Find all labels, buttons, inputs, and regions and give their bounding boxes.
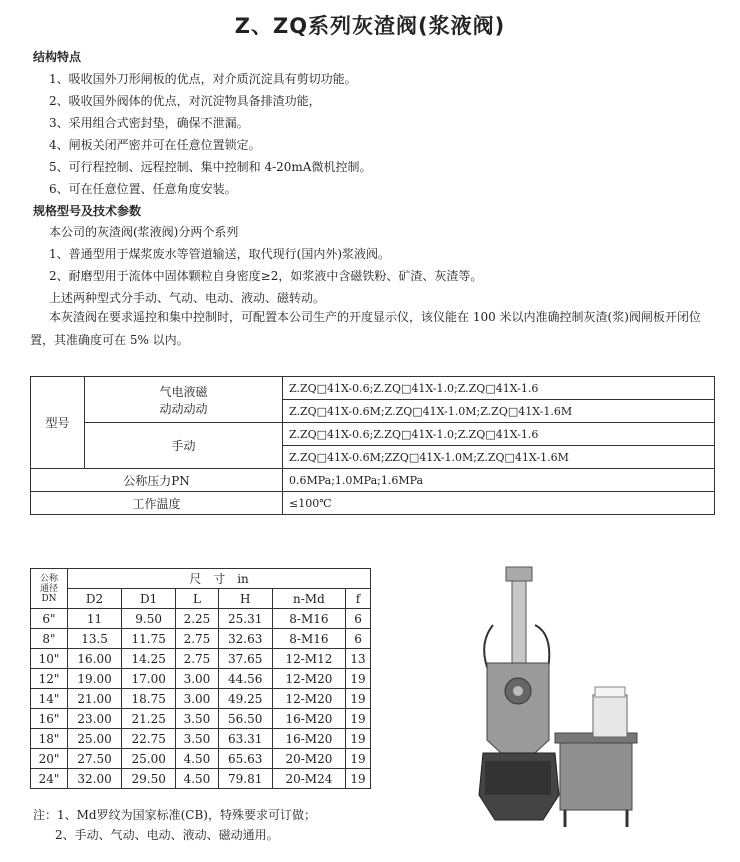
valve-body xyxy=(487,663,549,753)
dim-cell: 4.50 xyxy=(176,749,218,769)
dn-header-line: DN xyxy=(41,593,57,604)
dim-cell: 65.63 xyxy=(218,749,272,769)
dn-header xyxy=(31,569,68,609)
model-code: Z.ZQ□41X-0.6;Z.ZQ□41X-1.0;Z.ZQ□41X-1.6 xyxy=(283,377,715,400)
dim-cell: 17.00 xyxy=(122,669,176,689)
hydraulic-tank xyxy=(560,740,632,810)
dim-cell: 2.75 xyxy=(176,629,218,649)
dim-cell: 63.31 xyxy=(218,729,272,749)
table-row xyxy=(31,609,371,629)
model-table xyxy=(30,376,715,515)
feature-item: 4、闸板关闭严密并可在任意位置锁定。 xyxy=(49,138,261,152)
spec-paragraph: 本灰渣阀在要求遥控和集中控制时，可配置本公司生产的开度显示仪，该仪能在 100 米以内准确控制灰渣(浆)阀闸板开闭位置，其准确度可在 5% 以内。 xyxy=(30,310,701,347)
dim-cell: 21.25 xyxy=(122,709,176,729)
table-row xyxy=(31,709,371,729)
dim-cell: 16.00 xyxy=(68,649,122,669)
dn-cell: 12" xyxy=(31,669,68,689)
dim-cell: 11.75 xyxy=(122,629,176,649)
dim-cell: 6 xyxy=(346,609,371,629)
dim-col-header: f xyxy=(346,589,371,609)
drive-powered-line2: 动动动动 xyxy=(159,401,208,416)
dim-cell: 13.5 xyxy=(68,629,122,649)
dim-cell: 79.81 xyxy=(218,769,272,789)
dim-cell: 8-M16 xyxy=(272,629,345,649)
table-row xyxy=(31,649,371,669)
dn-cell: 6" xyxy=(31,609,68,629)
note-line: 2、手动、气动、电动、液动、磁动通用。 xyxy=(55,828,279,842)
drive-manual: 手动 xyxy=(85,423,283,469)
dim-cell: 12-M20 xyxy=(272,689,345,709)
dim-cell: 37.65 xyxy=(218,649,272,669)
model-code: Z.ZQ□41X-0.6M;Z.ZQ□41X-1.0M;Z.ZQ□41X-1.6M xyxy=(283,400,715,423)
temperature-label: 工作温度 xyxy=(31,492,283,515)
dim-cell: 20-M24 xyxy=(272,769,345,789)
dim-cell: 23.00 xyxy=(68,709,122,729)
pump-motor-cap xyxy=(595,687,625,697)
model-label: 型号 xyxy=(31,377,85,469)
valve-cylinder xyxy=(506,567,532,581)
dim-cell: 25.00 xyxy=(68,729,122,749)
dim-col-header: H xyxy=(218,589,272,609)
dim-col-header: n-Md xyxy=(272,589,345,609)
dim-cell: 3.50 xyxy=(176,729,218,749)
feature-item: 6、可在任意位置、任意角度安装。 xyxy=(49,182,237,196)
valve-indicator-center xyxy=(513,686,523,696)
model-code: Z.ZQ□41X-0.6;Z.ZQ□41X-1.0;Z.ZQ□41X-1.6 xyxy=(283,423,715,446)
dn-cell: 18" xyxy=(31,729,68,749)
dim-cell: 19.00 xyxy=(68,669,122,689)
pressure-label: 公称压力PN xyxy=(31,469,283,492)
dim-cell: 12-M12 xyxy=(272,649,345,669)
dn-header-line: 通径 xyxy=(39,583,58,594)
spec-line: 2、耐磨型用于流体中固体颗粒自身密度≥2，如浆液中含磁铁粉、矿渣、灰渣等。 xyxy=(49,269,483,283)
dim-cell: 19 xyxy=(346,769,371,789)
dim-cell: 9.50 xyxy=(122,609,176,629)
dim-cell: 32.00 xyxy=(68,769,122,789)
note-line: 注：1、Md罗纹为国家标准(CB)，特殊要求可订做； xyxy=(33,808,316,822)
dim-cell: 49.25 xyxy=(218,689,272,709)
valve-stem-upper xyxy=(512,573,526,663)
dim-cell: 20-M20 xyxy=(272,749,345,769)
feature-item: 5、可行程控制、远程控制、集中控制和 4-20mA微机控制。 xyxy=(49,160,372,174)
dim-cell: 16-M20 xyxy=(272,709,345,729)
model-code: Z.ZQ□41X-0.6M;ZZQ□41X-1.0M;Z.ZQ□41X-1.6M xyxy=(283,446,715,469)
dn-cell: 8" xyxy=(31,629,68,649)
dimension-table xyxy=(30,568,371,789)
dim-cell: 12-M20 xyxy=(272,669,345,689)
spec-line: 本公司的灰渣阀(浆液阀)分两个系列 xyxy=(49,225,239,239)
dim-cell: 6 xyxy=(346,629,371,649)
dim-col-header: D1 xyxy=(122,589,176,609)
dim-cell: 4.50 xyxy=(176,769,218,789)
dim-cell: 19 xyxy=(346,749,371,769)
dim-cell: 44.56 xyxy=(218,669,272,689)
dim-cell: 19 xyxy=(346,669,371,689)
drive-powered-line1: 气电液磁 xyxy=(159,384,208,399)
dim-cell: 19 xyxy=(346,729,371,749)
dim-cell: 27.50 xyxy=(68,749,122,769)
dim-cell: 29.50 xyxy=(122,769,176,789)
dim-cell: 19 xyxy=(346,689,371,709)
table-row xyxy=(31,749,371,769)
temperature-value: ≤100℃ xyxy=(283,492,715,515)
table-row xyxy=(31,629,371,649)
table-row xyxy=(31,669,371,689)
dim-cell: 25.00 xyxy=(122,749,176,769)
dim-cell: 14.25 xyxy=(122,649,176,669)
dn-cell: 20" xyxy=(31,749,68,769)
dim-cell: 56.50 xyxy=(218,709,272,729)
feature-item: 1、吸收国外刀形闸板的优点，对介质沉淀具有剪切功能。 xyxy=(49,72,357,86)
dim-cell: 25.31 xyxy=(218,609,272,629)
dim-cell: 16-M20 xyxy=(272,729,345,749)
dn-cell: 10" xyxy=(31,649,68,669)
dn-cell: 24" xyxy=(31,769,68,789)
size-header: 尺 寸 in xyxy=(68,569,371,589)
features-heading: 结构特点 xyxy=(33,50,82,64)
valve-photo xyxy=(455,565,655,830)
dim-cell: 21.00 xyxy=(68,689,122,709)
dim-cell: 3.00 xyxy=(176,689,218,709)
dim-col-header: L xyxy=(176,589,218,609)
pressure-value: 0.6MPa;1.0MPa;1.6MPa xyxy=(283,469,715,492)
dim-cell: 32.63 xyxy=(218,629,272,649)
dim-cell: 22.75 xyxy=(122,729,176,749)
dim-cell: 11 xyxy=(68,609,122,629)
dim-cell: 3.50 xyxy=(176,709,218,729)
feature-item: 2、吸收国外阀体的优点，对沉淀物具备排渣功能， xyxy=(49,94,321,108)
table-row xyxy=(31,689,371,709)
dn-cell: 16" xyxy=(31,709,68,729)
dn-cell: 14" xyxy=(31,689,68,709)
dim-cell: 8-M16 xyxy=(272,609,345,629)
dim-cell: 2.75 xyxy=(176,649,218,669)
drive-powered xyxy=(85,377,283,423)
table-row xyxy=(31,769,371,789)
feature-item: 3、采用组合式密封垫，确保不泄漏。 xyxy=(49,116,249,130)
table-row xyxy=(31,729,371,749)
dim-col-header: D2 xyxy=(68,589,122,609)
dim-cell: 3.00 xyxy=(176,669,218,689)
valve-flange xyxy=(485,761,551,795)
spec-line: 1、普通型用于煤浆废水等管道输送，取代现行(国内外)浆液阀。 xyxy=(49,247,391,261)
dim-cell: 2.25 xyxy=(176,609,218,629)
dim-cell: 13 xyxy=(346,649,371,669)
dim-cell: 18.75 xyxy=(122,689,176,709)
page-title: Z、ZQ系列灰渣阀(浆液阀) xyxy=(234,14,506,38)
dn-header-line: 公称 xyxy=(39,573,58,584)
dim-cell: 19 xyxy=(346,709,371,729)
specs-heading: 规格型号及技术参数 xyxy=(33,204,142,218)
pump-motor xyxy=(593,695,627,737)
spec-line: 上述两种型式分手动、气动、电动、液动、磁转动。 xyxy=(49,291,326,305)
